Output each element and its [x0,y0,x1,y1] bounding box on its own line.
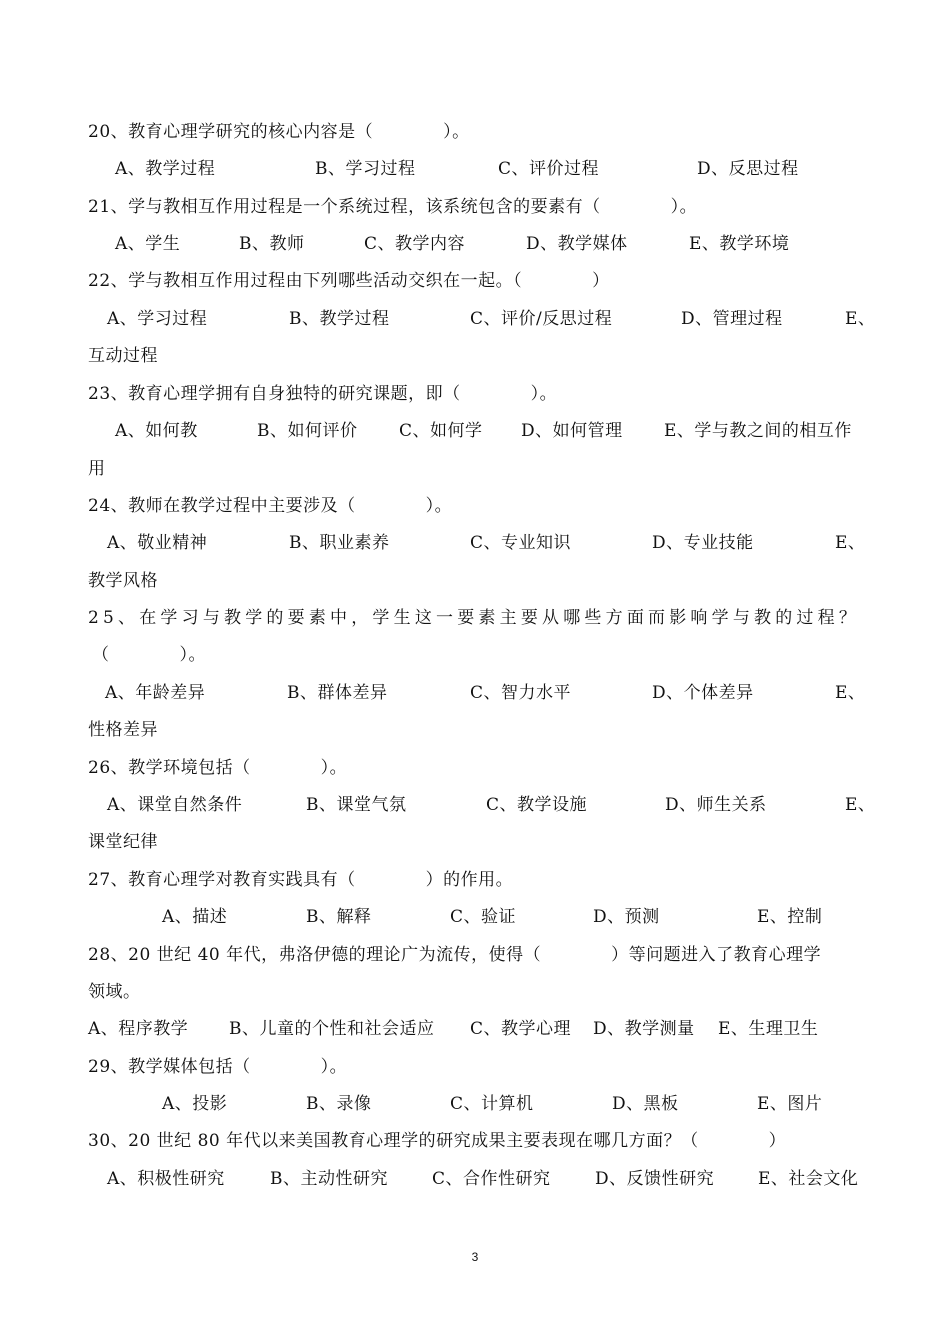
q26-option-a: A、课堂自然条件 [107,795,243,815]
q24-option-a: A、敬业精神 [107,533,208,553]
q22-option-c: C、评价/反思过程 [470,309,613,329]
q22-option-a: A、学习过程 [107,309,208,329]
q26-option-e-continuation: 课堂纪律 [88,832,158,852]
page-number: 3 [471,1250,479,1264]
q30-option-e: E、社会文化 [758,1169,859,1189]
q20-option-b: B、学习过程 [315,159,416,179]
q26-option-b: B、课堂气氛 [306,795,407,815]
q23-option-e-continuation: 用 [88,459,106,479]
question-25-stem: 25、在学习与教学的要素中，学生这一要素主要从哪些方面而影响学与教的过程？ [88,608,861,628]
q28-option-c: C、教学心理 [470,1019,572,1039]
q23-option-b: B、如何评价 [257,421,358,441]
question-27-stem: 27、教育心理学对教育实践具有（ ）的作用。 [88,870,514,890]
q29-option-c: C、计算机 [450,1094,534,1114]
question-21-stem: 21、学与教相互作用过程是一个系统过程，该系统包含的要素有（ ）。 [88,197,698,217]
q22-option-e-continuation: 互动过程 [88,346,158,366]
q23-option-a: A、如何教 [115,421,198,441]
q21-option-d: D、教学媒体 [526,234,628,254]
q24-option-c: C、专业知识 [470,533,572,553]
question-29-stem: 29、教学媒体包括（ ）。 [88,1057,348,1077]
q20-option-d: D、反思过程 [697,159,799,179]
question-30-stem: 30、20 世纪 80 年代以来美国教育心理学的研究成果主要表现在哪几方面？（ ） [88,1131,787,1151]
q28-option-a: A、程序教学 [88,1019,189,1039]
question-23-stem: 23、教育心理学拥有自身独特的研究课题，即（ ）。 [88,384,558,404]
q28-option-d: D、教学测量 [593,1019,695,1039]
question-26-stem: 26、教学环境包括（ ）。 [88,758,348,778]
q24-option-e-continuation: 教学风格 [88,571,158,591]
q23-option-e: E、学与教之间的相互作 [664,421,852,441]
q26-option-e: E、 [845,795,876,815]
q21-option-b: B、教师 [239,234,305,254]
q25-option-b: B、群体差异 [287,683,388,703]
q25-option-e: E、 [835,683,866,703]
q29-option-e: E、图片 [757,1094,823,1114]
q27-option-a: A、描述 [162,907,228,927]
question-28-stem-continuation: 领域。 [88,982,141,1002]
q25-option-c: C、智力水平 [470,683,572,703]
q27-option-e: E、控制 [757,907,823,927]
question-25-stem-continuation: （ ）。 [92,645,206,665]
q29-option-b: B、录像 [306,1094,372,1114]
q24-option-e: E、 [835,533,866,553]
q22-option-e: E、 [845,309,876,329]
q27-option-c: C、验证 [450,907,517,927]
q29-option-a: A、投影 [162,1094,228,1114]
q28-option-b: B、儿童的个性和社会适应 [229,1019,435,1039]
q24-option-d: D、专业技能 [652,533,754,553]
q27-option-d: D、预测 [593,907,660,927]
question-20-stem: 20、教育心理学研究的核心内容是（ ）。 [88,122,470,142]
question-28-stem: 28、20 世纪 40 年代，弗洛伊德的理论广为流传，使得（ ）等问题进入了教育心理学 [88,945,822,965]
q21-option-e: E、教学环境 [689,234,790,254]
q25-option-e-continuation: 性格差异 [88,720,158,740]
q25-option-d: D、个体差异 [652,683,754,703]
q26-option-d: D、师生关系 [665,795,767,815]
q27-option-b: B、解释 [306,907,372,927]
q21-option-c: C、教学内容 [364,234,466,254]
q20-option-a: A、教学过程 [115,159,216,179]
q26-option-c: C、教学设施 [486,795,588,815]
q23-option-c: C、如何学 [399,421,483,441]
q20-option-c: C、评价过程 [498,159,600,179]
q30-option-d: D、反馈性研究 [595,1169,715,1189]
q29-option-d: D、黑板 [612,1094,679,1114]
q22-option-d: D、管理过程 [681,309,783,329]
q28-option-e: E、生理卫生 [718,1019,819,1039]
q23-option-d: D、如何管理 [521,421,623,441]
question-24-stem: 24、教师在教学过程中主要涉及（ ）。 [88,496,453,516]
question-22-stem: 22、学与教相互作用过程由下列哪些活动交织在一起。（ ） [88,271,610,291]
q30-option-a: A、积极性研究 [107,1169,225,1189]
q22-option-b: B、教学过程 [289,309,390,329]
q30-option-c: C、合作性研究 [432,1169,551,1189]
q21-option-a: A、学生 [115,234,181,254]
q25-option-a: A、年龄差异 [105,683,206,703]
q24-option-b: B、职业素养 [289,533,390,553]
q30-option-b: B、主动性研究 [270,1169,388,1189]
